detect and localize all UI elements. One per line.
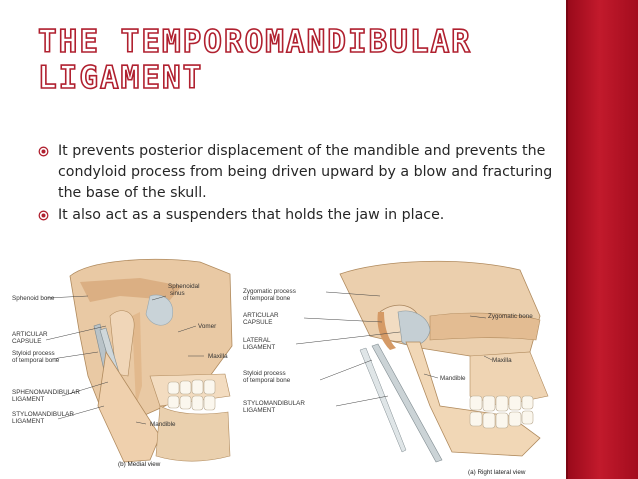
slide-title-line-2: LIGAMENT — [38, 60, 204, 96]
bullet-text: It prevents posterior displacement of the mandible and prevents the condyloid process from being driven upward by a blow and fracturing the base of the skull. — [58, 143, 553, 201]
label-maxilla: Maxilla — [208, 353, 228, 360]
bullet-list — [38, 141, 558, 227]
label-articular-capsule: CAPSULE — [12, 338, 42, 345]
slide-title — [38, 24, 558, 96]
label-stylomandibular-ligament: LIGAMENT — [12, 418, 45, 425]
bullet-item — [38, 205, 558, 226]
label-styloid-process: Styloid process — [243, 370, 286, 377]
label-lateral-ligament: LATERAL — [243, 337, 271, 344]
label-maxilla: Maxilla — [492, 357, 512, 364]
circle-bullet-icon — [38, 210, 49, 221]
label-mandible: Mandible — [150, 421, 176, 428]
caption-medial-view: (b) Medial view — [118, 461, 161, 468]
label-zygomatic-process: of temporal bone — [243, 295, 291, 302]
bullet-item — [38, 141, 558, 204]
circle-bullet-icon — [38, 146, 49, 157]
label-sphenomandibular-ligament: SPHENOMANDIBULAR — [12, 389, 80, 396]
lateral-view-illustration — [243, 261, 548, 476]
label-stylomandibular-ligament: STYLOMANDIBULAR — [243, 400, 305, 407]
accent-sidebar — [568, 0, 638, 479]
label-mandible: Mandible — [440, 375, 466, 382]
label-sphenoidal-sinus: Sphenoidal — [168, 283, 200, 290]
label-vomer: Vomer — [198, 323, 217, 330]
label-stylomandibular-ligament: LIGAMENT — [243, 407, 276, 414]
label-styloid-process: of temporal bone — [12, 357, 60, 364]
label-sphenoid-bone: Sphenoid bone — [12, 295, 55, 302]
label-articular-capsule: ARTICULAR — [12, 331, 48, 338]
caption-lateral-view: (a) Right lateral view — [468, 469, 526, 476]
label-sphenomandibular-ligament: LIGAMENT — [12, 396, 45, 403]
slide-title-line-1: THE TEMPOROMANDIBULAR — [38, 24, 472, 60]
label-styloid-process: Styloid process — [12, 350, 55, 357]
label-lateral-ligament: LIGAMENT — [243, 344, 276, 351]
label-stylomandibular-ligament: STYLOMANDIBULAR — [12, 411, 74, 418]
medial-view-illustration — [12, 259, 232, 468]
label-styloid-process: of temporal bone — [243, 377, 291, 384]
label-zygomatic-process: Zygomatic process — [243, 288, 296, 295]
label-articular-capsule: ARTICULAR — [243, 312, 279, 319]
label-sphenoidal-sinus: sinus — [170, 290, 185, 297]
label-zygomatic-bone: Zygomatic bone — [488, 313, 533, 320]
label-articular-capsule: CAPSULE — [243, 319, 273, 326]
bullet-text: It also act as a suspenders that holds the jaw in place. — [58, 207, 445, 223]
tmj-anatomy-figure — [0, 256, 566, 479]
